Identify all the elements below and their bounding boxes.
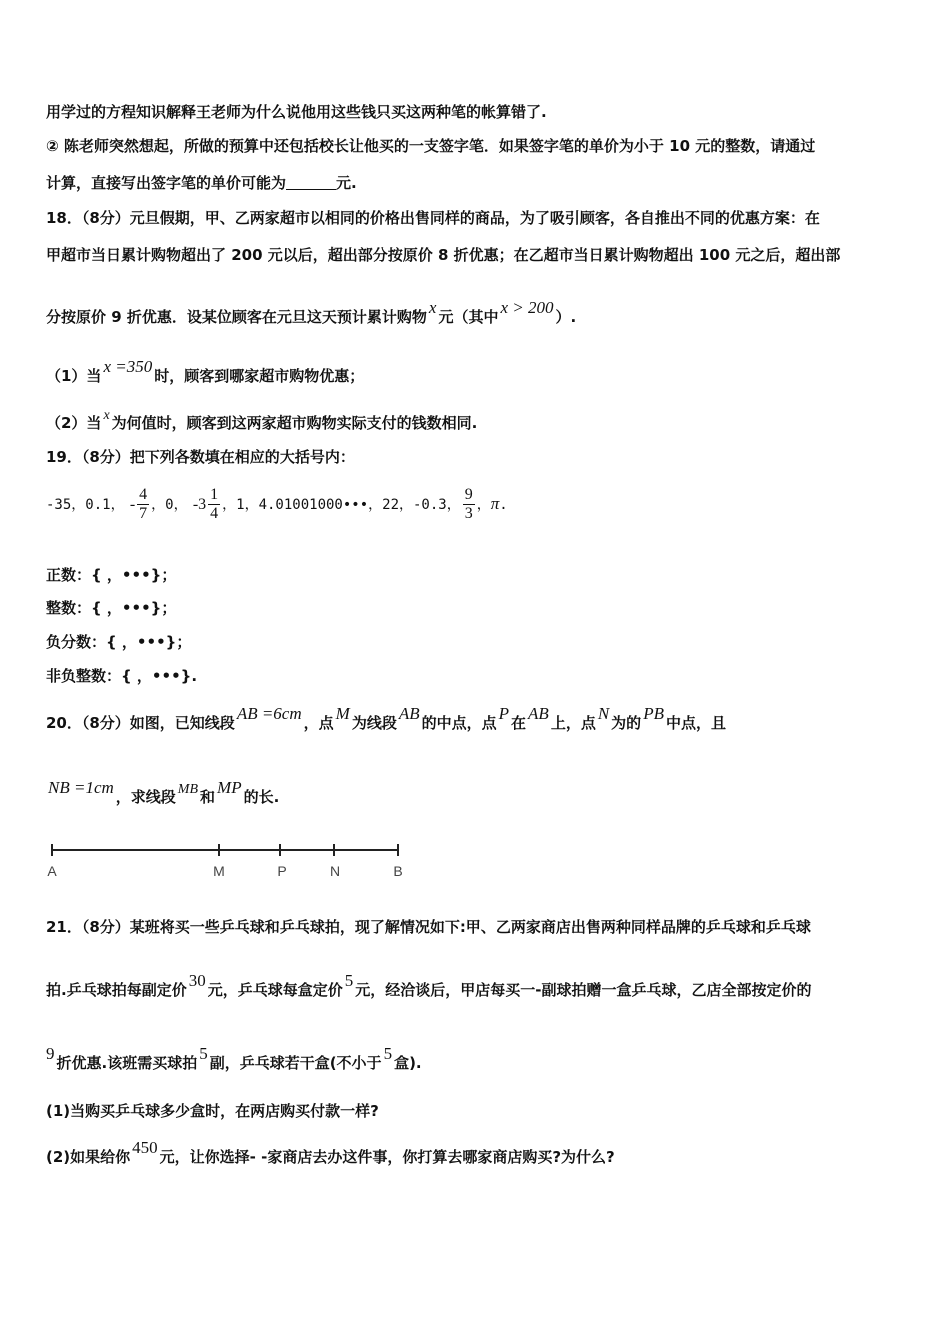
q20-text: 为线段 [351, 714, 397, 732]
discount-9: 9 [46, 1044, 55, 1063]
q18-line-3 [46, 298, 577, 327]
denominator: 4 [210, 505, 219, 522]
q20-text: 和 [200, 788, 216, 806]
q20-line-2 [46, 778, 280, 809]
label-a: A [47, 863, 57, 879]
q21-part-2 [46, 1138, 615, 1167]
math-m: M [335, 704, 350, 723]
q18-part-1-label: （1）当 [46, 367, 102, 385]
math-ab: AB [528, 704, 549, 723]
q21-part-1: (1)当购买乒乓球多少盒时，在两店购买付款一样? [46, 1102, 379, 1120]
numerator: 9 [464, 486, 473, 503]
math-p: P [498, 704, 510, 723]
label-p: P [277, 863, 287, 879]
math-pb: PB [643, 704, 664, 723]
q20-text: 的中点，点 [421, 714, 497, 732]
q17-line-3 [46, 173, 357, 193]
q17-line-2: ② 陈老师突然想起，所做的预算中还包括校长让他买的一支签字笔．如果签字笔的单价为小于 10 元的整数，请通过 [46, 137, 816, 155]
q20-text: 的长. [243, 788, 280, 806]
number-text: ，0， [151, 497, 188, 513]
q18-part-2-label: （2）当 [46, 414, 102, 432]
q18-part-1-text: 时，顾客到哪家超市购物优惠； [154, 367, 365, 385]
q17-line-3-text: 计算，直接写出签字笔的单价可能为 [46, 174, 287, 192]
q21-text: 折优惠.该班需买球拍 [56, 1054, 198, 1072]
q18-part-2-text: 为何值时，顾客到这两家超市购物实际支付的钱数相同. [111, 414, 478, 432]
mixed-whole: -3 [192, 496, 207, 513]
math-ab-6cm: AB =6cm [236, 704, 302, 723]
q18-line-1: 18．（8分）元旦假期，甲、乙两家超市以相同的价格出售同样的商品，为了吸引顾客，各自推出不同的优惠方案：在 [46, 209, 820, 227]
q21-text: 拍.乒乓球拍每副定价 [46, 981, 187, 999]
number-text: ， [476, 497, 491, 513]
category-positive: 正数：{ ，•••}； [46, 566, 177, 584]
q19-number-list [46, 484, 508, 525]
math-nb-1cm: NB =1cm [48, 778, 114, 797]
price-5: 5 [344, 971, 354, 990]
q21-text: 元，让你选择- -家商店去办这件事，你打算去哪家商店购买?为什么? [159, 1148, 615, 1166]
q20-text: 20．（8分）如图，已知线段 [46, 714, 235, 732]
count-5: 5 [383, 1044, 393, 1063]
category-integer: 整数：{ ，•••}； [46, 599, 177, 617]
denominator: 7 [139, 505, 148, 522]
q18-line-3-text: 分按原价 9 折优惠．设某位顾客在元旦这天预计累计购物 [46, 308, 427, 326]
math-mb: MB [177, 782, 199, 797]
line-segment-figure [40, 836, 420, 886]
q18-line-3-mid: 元（其中 [438, 308, 499, 326]
category-negative-fraction: 负分数：{ ，•••}； [46, 633, 192, 651]
q21-line-3 [46, 1044, 422, 1073]
number-text: ，1，4.01001000•••，22，-0.3， [222, 497, 461, 513]
label-m: M [213, 863, 225, 879]
answer-blank [286, 175, 336, 190]
q20-text: 在 [511, 714, 527, 732]
q18-part-1 [46, 357, 365, 386]
q18-line-3-end: ）. [555, 308, 577, 326]
q21-text: 盒). [394, 1054, 422, 1072]
q21-text: 元，经洽谈后，甲店每买一-副球拍赠一盒乒乓球，乙店全部按定价的 [355, 981, 812, 999]
label-b: B [393, 863, 403, 879]
q21-line-2 [46, 971, 812, 1000]
q21-text: 元，乒乓球每盒定价 [207, 981, 343, 999]
numerator: 4 [139, 486, 148, 503]
label-n: N [329, 863, 341, 879]
math-x: x [103, 408, 110, 423]
q20-text: 上，点 [550, 714, 596, 732]
math-condition: x > 200 [500, 298, 554, 317]
math-x: x [428, 298, 437, 317]
q18-line-2: 甲超市当日累计购物超出了 200 元以后，超出部分按原价 8 折优惠；在乙超市当日累计购物超出 100 元之后，超出部 [46, 246, 841, 264]
q21-text: (2)如果给你 [46, 1148, 131, 1166]
q19-title: 19．（8分）把下列各数填在相应的大括号内： [46, 448, 355, 466]
pi-symbol: π [490, 494, 500, 513]
math-x-350: x =350 [103, 357, 153, 376]
q20-text: ，求线段 [115, 788, 176, 806]
q21-line-1: 21．（8分）某班将买一些乒乓球和乒乓球拍，现了解情况如下:甲、乙两家商店出售两种同样品牌的乒乓球和乒乓球 [46, 918, 811, 936]
amount-450: 450 [132, 1138, 158, 1157]
q17-line-1: 用学过的方程知识解释王老师为什么说他用这些钱只买这两种笔的帐算错了. [46, 103, 547, 121]
price-30: 30 [188, 971, 206, 990]
number-text: -35，0.1， [46, 497, 125, 513]
math-n: N [597, 704, 610, 723]
fraction-9-3 [463, 486, 475, 523]
math-mp: MP [217, 778, 242, 797]
fraction-1-4 [208, 486, 220, 523]
q20-text: 为的 [611, 714, 642, 732]
q20-text: ，点 [303, 714, 334, 732]
q17-line-3-unit: 元. [336, 174, 357, 192]
numerator: 1 [210, 486, 219, 503]
category-nonnegative-integer: 非负整数：{ ，•••}. [46, 667, 198, 685]
minus-sign: - [129, 496, 136, 513]
q20-text: 中点，且 [665, 714, 726, 732]
q18-part-2 [46, 408, 478, 435]
q21-text: 副，乒乓球若干盒(不小于 [209, 1054, 382, 1072]
fraction-neg-4-7 [137, 486, 149, 523]
count-5: 5 [199, 1044, 208, 1063]
denominator: 3 [464, 505, 473, 522]
math-ab: AB [398, 704, 420, 723]
number-text: . [499, 497, 508, 513]
q20-line-1 [46, 704, 726, 733]
